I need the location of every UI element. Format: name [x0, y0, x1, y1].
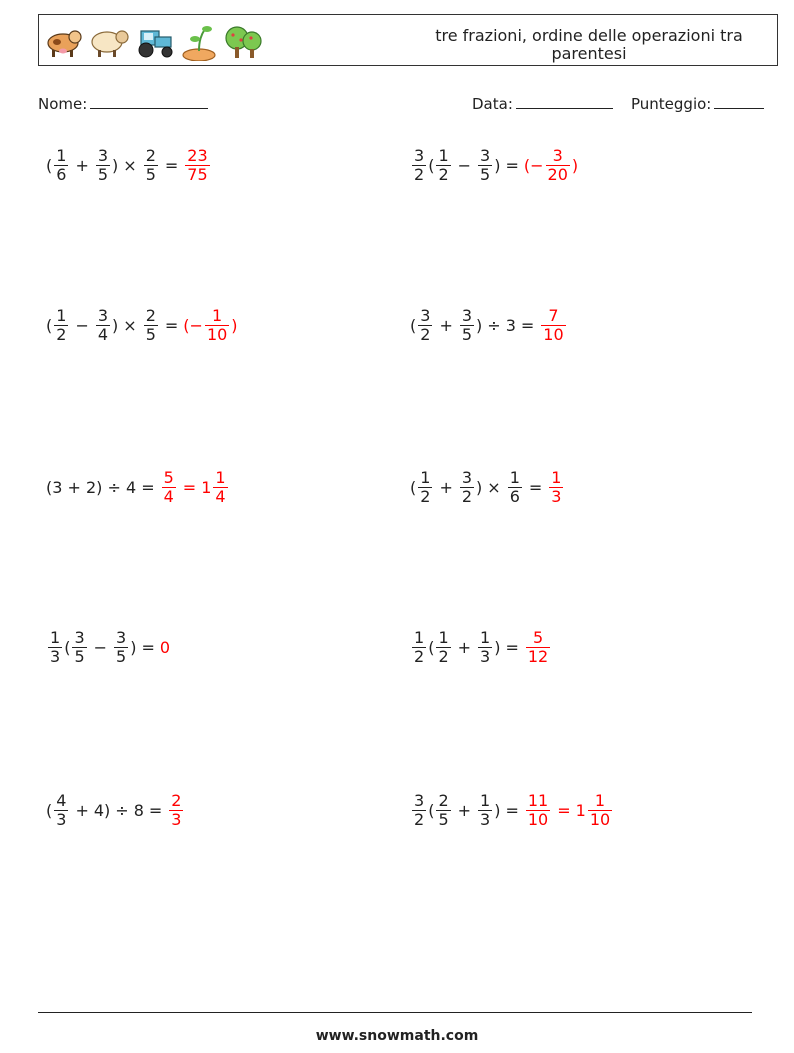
fraction: $\frac{1}{2}$ [56, 306, 67, 344]
problem-2: $\frac{3}{2}$ ( $\frac{1}{2}$ − $\frac{3}{5}$ ) = ( − $\frac{3}{20}$ ) [414, 146, 579, 184]
fraction: $\frac{3}{5}$ [461, 306, 473, 344]
fraction: $\frac{1}{3}$ [480, 628, 491, 666]
fraction: $\frac{1}{3}$ [480, 791, 491, 829]
problem-10: $\frac{3}{2}$ ( $\frac{2}{5}$ + $\frac{1}{3}$ ) = $\frac{11}{10}$ = 1 $\frac{1}{10}$ [414, 791, 611, 829]
answer-value: 0 [159, 638, 171, 657]
fraction: $\frac{1}{2}$ [438, 628, 449, 666]
problem-9: ( $\frac{4}{3}$ + 4 ) ÷ 8 = $\frac{2}{3}$ [46, 791, 182, 829]
answer-fraction: $\frac{7}{10}$ [543, 306, 564, 344]
fraction: $\frac{3}{2}$ [414, 791, 425, 829]
problem-4: ( $\frac{3}{2}$ + $\frac{3}{5}$ ) ÷ 3 = $\frac{7}{10}$ [410, 306, 564, 344]
fraction: $\frac{3}{5}$ [74, 628, 85, 666]
fraction: $\frac{4}{3}$ [56, 791, 67, 829]
sprout-icon [179, 21, 223, 61]
problem-5: (3 + 2) ÷ 4 = $\frac{5}{4}$ = 1 $\frac{1}{4}$ [46, 468, 226, 506]
fraction: $\frac{3}{5}$ [116, 628, 127, 666]
fraction: $\frac{3}{2}$ [414, 146, 425, 184]
fraction: $\frac{3}{5}$ [97, 146, 109, 184]
fraction: $\frac{3}{2}$ [461, 468, 473, 506]
problem-6: ( $\frac{1}{2}$ + $\frac{3}{2}$ ) × $\frac{1}{6}$ = $\frac{1}{3}$ [410, 468, 562, 506]
answer-fraction: $\frac{23}{75}$ [187, 146, 208, 184]
fraction: $\frac{3}{4}$ [97, 306, 109, 344]
answer-mixed-fraction: $\frac{1}{10}$ [589, 791, 611, 829]
answer-fraction: $\frac{5}{4}$ [163, 468, 174, 506]
answer-fraction: $\frac{1}{10}$ [206, 306, 228, 344]
date-blank[interactable] [516, 94, 613, 109]
fraction: $\frac{3}{2}$ [420, 306, 431, 344]
fraction: $\frac{1}{3}$ [50, 628, 61, 666]
fraction: $\frac{1}{2}$ [414, 628, 425, 666]
fraction: $\frac{1}{6}$ [509, 468, 520, 506]
problem-8: $\frac{1}{2}$ ( $\frac{1}{2}$ + $\frac{1}{3}$ ) = $\frac{5}{12}$ [414, 628, 549, 666]
fraction: $\frac{3}{5}$ [480, 146, 491, 184]
fraction: $\frac{2}{5}$ [145, 146, 156, 184]
name-blank[interactable] [90, 94, 208, 109]
tractor-icon [133, 21, 177, 61]
answer-fraction: $\frac{2}{3}$ [171, 791, 182, 829]
trees-icon [221, 21, 265, 61]
worksheet-header [38, 14, 778, 66]
score-field [631, 94, 764, 113]
answer-mixed-fraction: $\frac{1}{4}$ [215, 468, 226, 506]
fraction: $\frac{1}{2}$ [438, 146, 449, 184]
sheep-icon [87, 21, 131, 61]
problem-1: ( $\frac{1}{6}$ + $\frac{3}{5}$ ) × $\frac{2}{5}$ = $\frac{23}{75}$ [46, 146, 208, 184]
answer-fraction: $\frac{1}{3}$ [551, 468, 562, 506]
fraction: $\frac{1}{6}$ [56, 146, 67, 184]
answer-fraction: $\frac{11}{10}$ [527, 791, 549, 829]
worksheet-title: tre frazioni, ordine delle operazioni tra parentesi [435, 26, 743, 63]
fraction: $\frac{2}{5}$ [145, 306, 156, 344]
date-field [472, 94, 613, 113]
cow-icon [41, 21, 85, 61]
fraction: $\frac{2}{5}$ [438, 791, 449, 829]
problem-7: $\frac{1}{3}$ ( $\frac{3}{5}$ − $\frac{3}{5}$ ) = 0 [50, 628, 171, 666]
score-label: Punteggio: [631, 95, 712, 113]
date-label: Data: [472, 95, 513, 113]
problem-3: ( $\frac{1}{2}$ − $\frac{3}{4}$ ) × $\frac{2}{5}$ = ( − $\frac{1}{10}$ ) [46, 306, 238, 344]
name-label: Nome: [38, 95, 88, 113]
name-field [38, 94, 208, 113]
answer-fraction: $\frac{3}{20}$ [547, 146, 568, 184]
score-blank[interactable] [714, 94, 764, 109]
footer-url[interactable]: www.snowmath.com [315, 1028, 479, 1044]
footer-divider [38, 1012, 752, 1013]
answer-fraction: $\frac{5}{12}$ [527, 628, 549, 666]
fraction: $\frac{1}{2}$ [420, 468, 431, 506]
